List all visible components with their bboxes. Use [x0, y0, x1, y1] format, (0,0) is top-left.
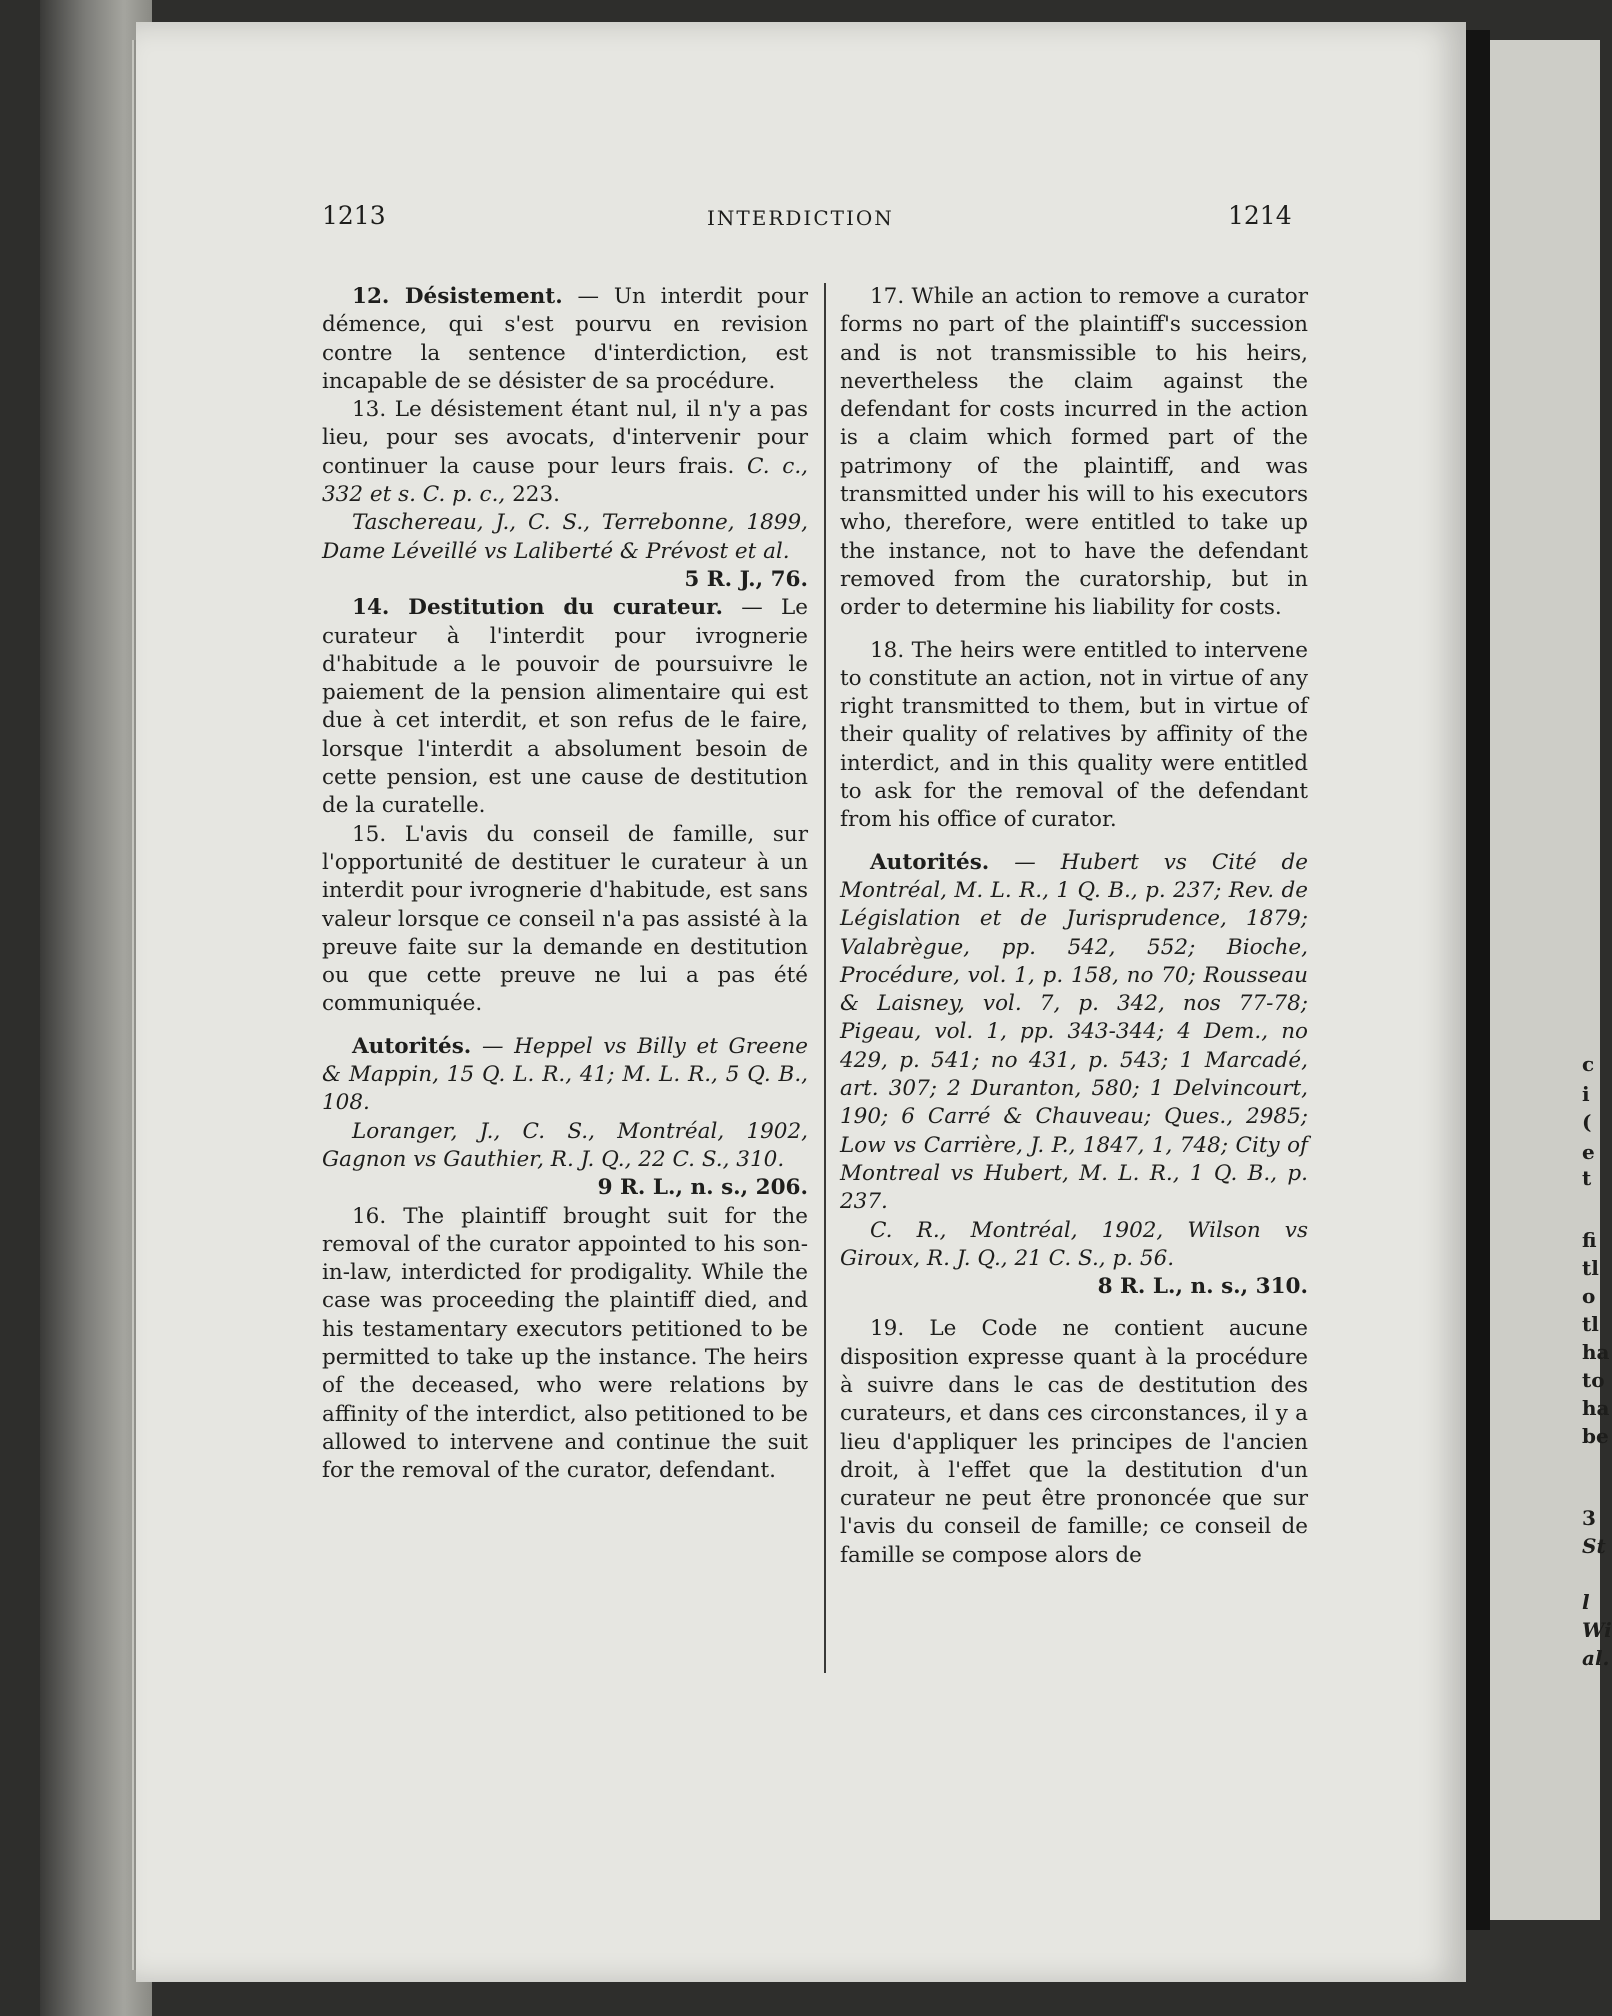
authorities: [840, 849, 1308, 1217]
next-page-fragment: St: [1582, 1534, 1606, 1558]
next-page-fragment: c: [1582, 1052, 1595, 1076]
right-column: [840, 283, 1308, 1570]
reference-text: 9 R. L., n. s., 206.: [597, 1175, 808, 1201]
column-rule: [824, 283, 826, 1673]
paragraph-14: [322, 594, 808, 820]
next-page-fragment: to: [1582, 1368, 1605, 1392]
gutter-shadow: [1466, 30, 1490, 1930]
paragraph-13: [322, 396, 808, 509]
running-title: INTERDICTION: [707, 206, 894, 230]
heading: 12. Désistement.: [352, 284, 563, 309]
reference: [840, 1273, 1308, 1301]
reference-text: 5 R. J., 76.: [684, 566, 808, 592]
next-page-fragment: 3: [1582, 1506, 1596, 1530]
paragraph-text: 13. Le désistement étant nul, il n'y a pas lieu, pour ses avocats, d'intervenir pour continuer la cause pour leurs frais.: [322, 397, 808, 479]
paragraph-18: 18. The heirs were entitled to intervene to constitute an action, not in virtue of any right transmitted to them, but in virtue of their quality of relatives by affinity of the interdict, and in this quality were entitled to ask for the removal of the defendant from his office of curator.: [840, 637, 1308, 833]
source-citation: C. R., Montréal, 1902, Wilson vs Giroux, R. J. Q., 21 C. S., p. 56.: [840, 1217, 1308, 1271]
next-page-fragment: fi: [1582, 1228, 1597, 1252]
next-page-fragment: al.: [1582, 1646, 1610, 1670]
next-page-fragment: tl: [1582, 1256, 1599, 1280]
source-citation: Taschereau, J., C. S., Terrebonne, 1899, Dame Léveillé vs Laliberté & Prévost et al.: [322, 510, 808, 564]
heading: Autorités.: [352, 1033, 472, 1059]
next-page-fragment: be: [1582, 1424, 1609, 1448]
next-page-fragment: i: [1582, 1082, 1590, 1106]
authorities: [322, 1033, 808, 1118]
heading: Autorités.: [870, 849, 990, 875]
source-citation: Loranger, J., C. S., Montréal, 1902, Gagnon vs Gauthier, R. J. Q., 22 C. S., 310.: [322, 1118, 808, 1172]
paragraph-text: — Le curateur à l'interdit pour ivrognerie d'habitude a le pouvoir de poursuivre le paiement de la pension alimentaire qui est due à cet interdit, et son refus de le faire, lorsque l'interdit a absolument besoin de cette pension, est une cause de destitution de la curatelle.: [322, 595, 809, 819]
next-page-fragment: ha: [1582, 1340, 1610, 1364]
citation: C. c., 332 et s. C. p. c.,: [322, 453, 808, 508]
heading: 14. Destitution du curateur.: [352, 595, 723, 621]
left-column: [322, 283, 808, 1485]
reference: [322, 1174, 808, 1202]
citation: — Hubert vs Cité de Montréal, M. L. R., 1 Q. B., p. 237; Rev. de Législation et de Jurisprudence, 1879; Valabrègue, pp. 542, 552; Bioche, Procédure, vol. 1, p. 158, no 70; Rousseau & Laisney, vol. 7, p. 342, nos 77-78; Pigeau, vol. 1, pp. 343-344; 4 Dem., no 429, p. 541; no 431, p. 543; 1 Marcadé, art. 307; 2 Duranton, 580; 1 Delvincourt, 190; 6 Carré & Chauveau; Ques., 2985; Low vs Carrière, J. P., 1847, 1, 748; City of Montreal vs Hubert, M. L. R., 1 Q. B., p. 237.: [840, 849, 1308, 1215]
paragraph-12: [322, 283, 808, 396]
next-page-fragment: (: [1582, 1110, 1592, 1134]
reference: [322, 566, 808, 594]
next-page-fragment: o: [1582, 1284, 1596, 1308]
next-page-fragment: tl: [1582, 1312, 1599, 1336]
paragraph-17: 17. While an action to remove a curator forms no part of the plaintiff's succession and is not transmissible to his heirs, nevertheless the claim against the defendant for costs incurred in the action is a claim which formed part of the patrimony of the plaintiff, and was transmitted under his will to his executors who, therefore, were entitled to take up the instance, not to have the defendant removed from the curatorship, but in order to determine his liability for costs.: [840, 284, 1308, 621]
next-page-fragment: ha: [1582, 1396, 1610, 1420]
paragraph-text: 223.: [512, 482, 560, 508]
paragraph-15: 15. L'avis du conseil de famille, sur l'opportunité de destituer le curateur à un interdit pour ivrognerie d'habitude, est sans valeur lorsque ce conseil n'a pas assisté à la preuve faite sur la demande en destitution ou que cette preuve ne lui a pas été communiquée.: [322, 821, 808, 1017]
reference-text: 8 R. L., n. s., 310.: [1097, 1274, 1308, 1300]
next-page-fragment: l: [1582, 1590, 1590, 1614]
page-number-left: 1213: [322, 201, 386, 230]
next-page-fragment: Wi: [1582, 1618, 1612, 1642]
page-number-right: 1214: [1228, 201, 1292, 230]
next-page-fragment: t: [1582, 1166, 1592, 1190]
next-page-fragment: e: [1582, 1140, 1595, 1164]
citation: — Heppel vs Billy et Greene & Mappin, 15 Q. L. R., 41; M. L. R., 5 Q. B., 108.: [322, 1033, 808, 1116]
paragraph-text: — Un interdit pour démence, qui s'est pourvu en revision contre la sentence d'interdiction, est incapable de se désister de sa procédure.: [322, 284, 808, 394]
paragraph-16: 16. The plaintiff brought suit for the removal of the curator appointed to his son-in-law, interdicted for prodigality. While the case was proceeding the plaintiff died, and his testamentary executors petitioned to be permitted to take up the instance. The heirs of the deceased, who were relations by affinity of the interdict, also petitioned to be allowed to intervene and continue the suit for the removal of the curator, defendant.: [322, 1203, 808, 1484]
paragraph-19: 19. Le Code ne contient aucune disposition expresse quant à la procédure à suivre dans le cas de destitution des curateurs, et dans ces circonstances, il y a lieu d'appliquer les principes de l'ancien droit, à l'effet que la destitution d'un curateur ne peut être prononcée que sur l'avis du conseil de famille; ce conseil de famille se compose alors de: [840, 1316, 1308, 1568]
